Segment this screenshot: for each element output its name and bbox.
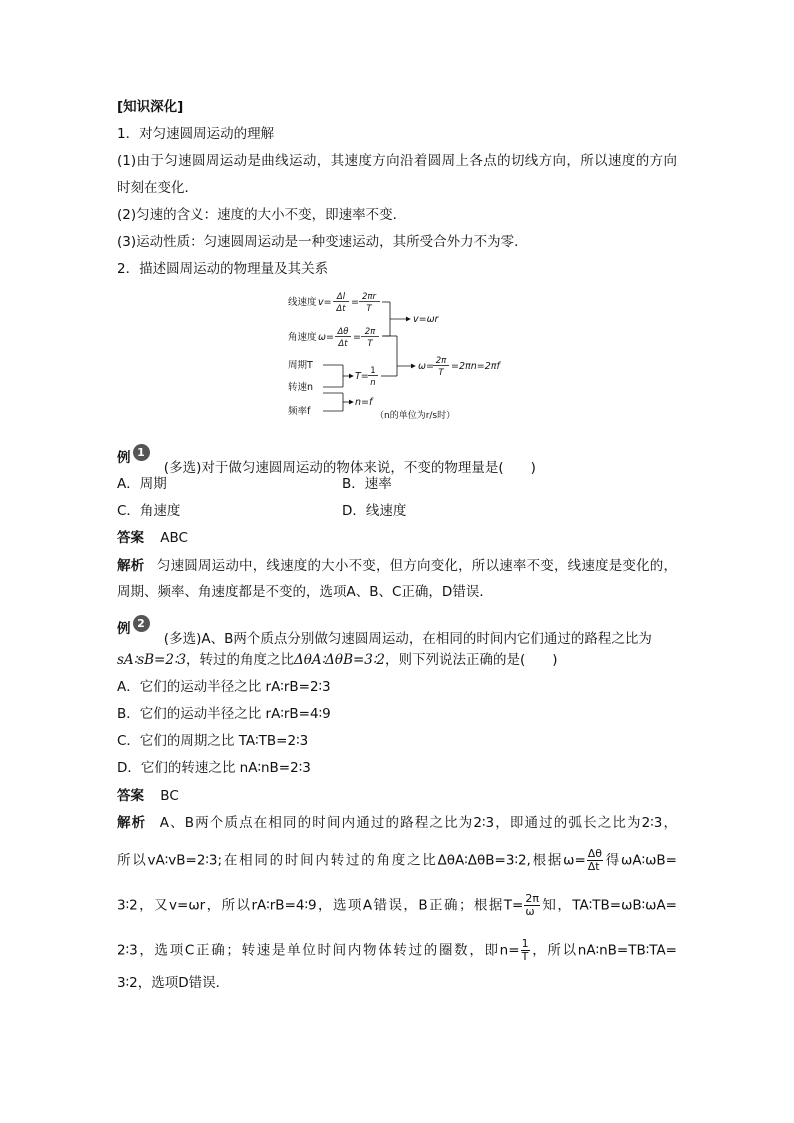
example2-angle-ratio: ΔθA∶ΔθB=3∶2 xyxy=(294,652,385,668)
example2-analysis-line2 xyxy=(117,848,677,873)
example1-question-line xyxy=(117,444,536,478)
example1-answer-line xyxy=(117,528,188,548)
fraction-t-den: T xyxy=(521,950,529,963)
omega-formula-lhs: ω= xyxy=(418,361,434,372)
example1-analysis-line1 xyxy=(117,556,677,576)
fraction-2pi-omega xyxy=(524,893,540,918)
example2-analysis-line4-pre: 2∶3，选项C正确；转速是单位时间内物体转过的圈数，即n= xyxy=(117,942,520,959)
relationship-diagram xyxy=(285,290,545,425)
fraction-dtheta-num: Δθ xyxy=(587,847,603,860)
example2-option-a: A．它们的运动半径之比 rA∶rB=2∶3 xyxy=(117,679,331,695)
example2-question-line2 xyxy=(117,650,558,670)
example2-option-b: B．它们的运动半径之比 rA∶rB=4∶9 xyxy=(117,706,331,722)
period-label: 周期T xyxy=(288,360,313,371)
example2-question-end: ，则下列说法正确的是( ) xyxy=(385,652,558,668)
frequency-label: 频率f xyxy=(288,406,311,417)
angular-velocity-lhs: ω= xyxy=(318,332,334,343)
example1-analysis-text1: 匀速圆周运动中，线速度的大小不变，但方向变化，所以速率不变，线速度是变化的， xyxy=(156,558,677,574)
topic1-p1-line2: 时刻在变化． xyxy=(117,180,198,196)
unit-note: （n的单位为r/s时） xyxy=(375,411,456,421)
example1-analysis-label: 解析 xyxy=(117,558,145,574)
example2-analysis-line3 xyxy=(117,893,677,918)
example1-option-b: B．速率 xyxy=(342,476,392,492)
example2-analysis-line3-post: 知，TA∶TB=ωB∶ωA= xyxy=(540,897,677,914)
example1-answer-label: 答案 xyxy=(117,530,144,546)
omega-formula-den: T xyxy=(438,368,444,378)
angular-velocity-name: 角速度 xyxy=(288,332,317,343)
n-formula: n=f xyxy=(355,397,373,408)
t-formula-den: n xyxy=(370,378,376,388)
omega-formula-rest: =2πn=2πf xyxy=(451,361,500,372)
example1-option-c: C．角速度 xyxy=(117,503,181,519)
example1-option-a: A．周期 xyxy=(117,476,167,492)
linear-velocity-num2: 2πr xyxy=(361,292,377,302)
example1-answer: ABC xyxy=(160,530,188,546)
example2-analysis-line4 xyxy=(117,938,677,963)
example2-option-c: C．它们的周期之比 TA∶TB=2∶3 xyxy=(117,733,309,749)
fraction-dtheta-dt xyxy=(587,848,603,873)
angular-velocity-den2: T xyxy=(367,339,373,349)
angular-velocity-num2: 2π xyxy=(364,327,376,337)
omega-formula-num: 2π xyxy=(435,356,447,366)
example2-option-d: D．它们的转速之比 nA∶nB=2∶3 xyxy=(117,760,311,776)
topic1-p2: (2)匀速的含义：速度的大小不变，即速率不变． xyxy=(117,207,407,223)
fraction-1-num: 1 xyxy=(521,937,529,950)
example1-number-badge: 1 xyxy=(133,444,150,461)
angular-velocity-den1: Δt xyxy=(338,339,348,349)
fraction-dt-den: Δt xyxy=(587,860,600,873)
example2-analysis-line3-pre: 3∶2，又v=ωr，所以rA∶rB=4∶9，选项A错误，B正确；根据T= xyxy=(117,897,524,914)
linear-velocity-den2: T xyxy=(366,304,372,314)
section-heading: [知识深化] xyxy=(117,99,184,115)
linear-velocity-name: 线速度 xyxy=(288,297,317,308)
example2-answer: BC xyxy=(160,788,179,804)
example1-option-d: D．线速度 xyxy=(342,503,407,519)
angular-velocity-eq: = xyxy=(353,332,361,343)
t-formula-lhs: T= xyxy=(355,371,369,382)
speed-label: 转速n xyxy=(288,382,314,393)
example1-label: 例 xyxy=(117,450,131,466)
linear-velocity-num1: Δl xyxy=(336,292,346,302)
angular-velocity-num1: Δθ xyxy=(337,327,349,337)
linear-velocity-den1: Δt xyxy=(336,304,346,314)
topic2-title: 2．描述圆周运动的物理量及其关系 xyxy=(117,261,329,277)
example2-question-line1 xyxy=(117,615,652,649)
linear-velocity-eq: = xyxy=(351,297,359,308)
topic1-p1-line1: (1)由于匀速圆周运动是曲线运动，其速度方向沿着圆周上各点的切线方向，所以速度的方向 xyxy=(117,153,677,169)
topic1-p3: (3)运动性质：匀速圆周运动是一种变速运动，其所受合外力不为零． xyxy=(117,234,528,250)
t-formula-num: 1 xyxy=(370,366,376,376)
topic1-title: 1．对匀速圆周运动的理解 xyxy=(117,126,275,142)
linear-velocity-lhs: v= xyxy=(318,297,332,308)
example2-answer-line xyxy=(117,786,179,806)
example2-distance-ratio: sA∶sB=2∶3 xyxy=(117,652,187,668)
example2-answer-label: 答案 xyxy=(117,788,144,804)
example2-analysis-line5: 3∶2，选项D错误． xyxy=(117,975,230,991)
example2-label: 例 xyxy=(117,621,131,637)
example2-analysis-line4-post: ，所以nA∶nB=TB∶TA= xyxy=(530,942,677,959)
v-omega-r: v=ωr xyxy=(413,314,439,325)
example2-analysis-line2-pre: 所以vA∶vB=2∶3;在相同的时间内转过的角度之比ΔθA∶ΔθB=3∶2,根据ω= xyxy=(117,852,586,869)
example2-analysis-line2-post: 得ωA∶ωB= xyxy=(604,852,677,869)
fraction-omega-den: ω xyxy=(525,905,535,918)
example2-question-line1-text: (多选)A、B两个质点分别做匀速圆周运动，在相同的时间内它们通过的路程之比为 xyxy=(163,631,652,647)
fraction-2pi-num: 2π xyxy=(525,892,539,905)
example1-question: (多选)对于做匀速圆周运动的物体来说，不变的物理量是( ) xyxy=(163,460,536,476)
example2-analysis-line1 xyxy=(117,813,677,833)
example2-analysis-text1: A、B两个质点在相同的时间内通过的路程之比为2∶3，即通过的弧长之比为2∶3， xyxy=(159,815,677,831)
example2-number-badge: 2 xyxy=(133,615,150,632)
example2-question-mid: ，转过的角度之比 xyxy=(186,652,295,668)
example2-analysis-label: 解析 xyxy=(117,815,147,831)
example1-analysis-line2: 周期、频率、角速度都是不变的，选项A、B、C正确，D错误． xyxy=(117,584,493,600)
fraction-1-t xyxy=(521,938,530,963)
